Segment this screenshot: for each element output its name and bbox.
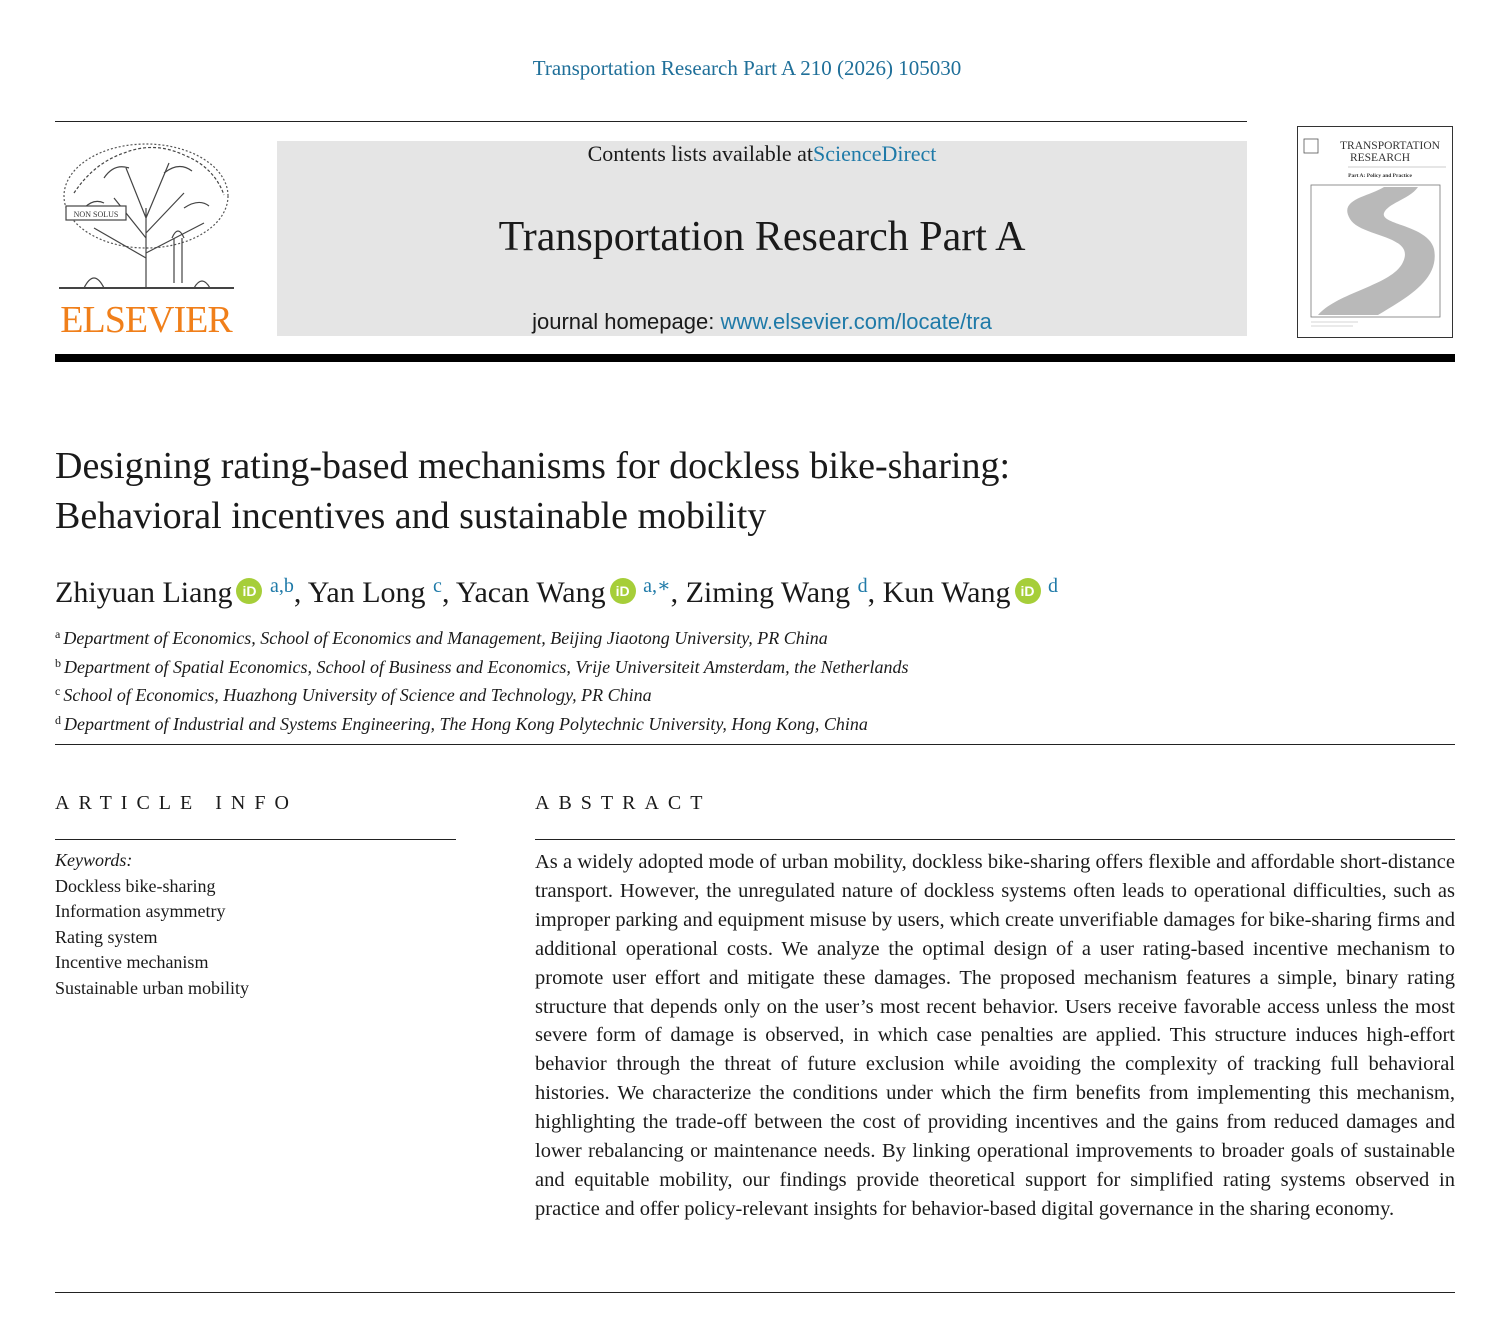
header-thick-rule xyxy=(55,354,1455,362)
journal-name: Transportation Research Part A xyxy=(498,214,1026,260)
cover-title-line1: TRANSPORTATION xyxy=(1340,140,1440,152)
affiliation-text: Department of Industrial and Systems Engineering, The Hong Kong Polytechnic University, Hong Kong, China xyxy=(64,713,868,734)
journal-homepage xyxy=(277,309,1247,335)
author-name[interactable]: Yacan Wang xyxy=(455,576,606,609)
journal-citation[interactable] xyxy=(0,56,1494,81)
abstract-rule xyxy=(535,839,1455,840)
author-affiliation-mark[interactable]: a,∗ xyxy=(643,575,671,597)
affiliation-item xyxy=(55,651,1355,680)
article-info-heading: ARTICLE INFO xyxy=(55,792,298,814)
homepage-prefix: journal homepage: xyxy=(532,309,721,334)
article-title-line1: Designing rating-based mechanisms for dockless bike-sharing: xyxy=(55,445,1011,487)
cover-title-line2: RESEARCH xyxy=(1349,152,1411,164)
keywords-label: Keywords: xyxy=(55,850,133,870)
affiliation-mark: d xyxy=(55,712,61,727)
elsevier-logo xyxy=(54,138,238,342)
affiliation-text: Department of Economics, School of Economics and Management, Beijing Jiaotong University, PR China xyxy=(63,628,828,648)
orcid-icon[interactable]: iD xyxy=(1015,578,1041,604)
affiliation-text: School of Economics, Huazhong University of Science and Technology, PR China xyxy=(63,685,652,705)
keyword-item: Incentive mechanism xyxy=(55,952,209,972)
author-affiliation-mark[interactable]: c xyxy=(433,575,442,597)
orcid-icon[interactable]: iD xyxy=(610,578,636,604)
header-top-rule xyxy=(55,121,1247,122)
author-name[interactable]: Yan Long xyxy=(307,576,426,609)
abstract-text: As a widely adopted mode of urban mobility, dockless bike-sharing offers flexible and affordable short-distance transport. However, the unregulated nature of dockless systems often leads to operational difficulties, such as improper parking and equipment misuse by users, which create unverifiable damages for bike-sharing firms and additional operational costs. We analyze the optimal design of a user rating-based incentive mechanism to promote user effort and mitigate these damages. The proposed mechanism features a simple, binary rating structure that depends only on the user’s most recent behavior. Users receive favorable access unless the most severe form of damage is observed, in which case penalties are applied. This structure induces high-effort behavior through the threat of future exclusion while avoiding the complexity of tracking full behavioral histories. We characterize the conditions under which the firm benefits from implementing this mechanism, highlighting the trade-off between the cost of providing incentives and the gains from reduced damages and lower rebalancing or maintenance needs. By linking operational improvements to broader goals of sustainable and equitable mobility, our findings provide theoretical support for simplified rating systems observed in practice and offer policy-relevant insights for behavior-based digital governance in the sharing economy. xyxy=(535,851,1455,1220)
article-title-line2: Behavioral incentives and sustainable mobility xyxy=(55,495,767,537)
article-info-rule xyxy=(55,839,456,840)
journal-cover-thumbnail[interactable] xyxy=(1297,126,1453,338)
keyword-item: Rating system xyxy=(55,926,158,947)
affiliation-mark: b xyxy=(55,655,61,670)
affiliation-text: Department of Spatial Economics, School of Business and Economics, Vrije Universiteit Amsterdam, the Netherlands xyxy=(64,656,909,677)
svg-text:NON SOLUS: NON SOLUS xyxy=(73,210,119,219)
keywords-section xyxy=(55,848,455,1001)
affiliation-item xyxy=(55,679,1355,708)
citation-link[interactable]: Transportation Research Part A 210 (2026) 105030 xyxy=(532,56,962,80)
cover-road-icon xyxy=(1298,127,1451,336)
cover-subtitle: Part A: Policy and Practice xyxy=(1348,173,1412,179)
keyword-item: Information asymmetry xyxy=(55,901,226,921)
affiliation-item xyxy=(55,622,1355,651)
section-divider xyxy=(55,744,1455,745)
article-title xyxy=(55,441,1355,541)
keyword-item: Dockless bike-sharing xyxy=(55,875,216,896)
author-name[interactable]: Kun Wang xyxy=(882,576,1011,609)
elsevier-tree-icon xyxy=(54,138,238,298)
author-name[interactable]: Ziming Wang xyxy=(685,576,851,609)
keyword-item: Sustainable urban mobility xyxy=(55,977,249,998)
journal-banner xyxy=(277,141,1247,336)
author-affiliation-mark[interactable]: a,b xyxy=(269,575,294,597)
abstract-bottom-rule xyxy=(55,1292,1455,1293)
elsevier-wordmark: ELSEVIER xyxy=(60,299,232,341)
author-affiliation-mark[interactable]: d xyxy=(857,575,868,597)
contents-prefix: Contents lists available at xyxy=(587,141,814,166)
sciencedirect-link[interactable]: ScienceDirect xyxy=(813,141,937,166)
homepage-link[interactable]: www.elsevier.com/locate/tra xyxy=(720,309,992,334)
affiliation-list xyxy=(55,622,1355,736)
author-affiliation-mark[interactable]: d xyxy=(1048,575,1058,597)
author-list: Zhiyuan Liang iD $^{a,b}$, Yan Long $^c$, Yacan Wang iD $^{a,∗}$, Ziming Wang $^d$, Kun Wang iD $^d$ xyxy=(55,575,1058,609)
orcid-icon[interactable]: iD xyxy=(236,578,262,604)
affiliation-mark: c xyxy=(55,684,61,698)
abstract-heading: ABSTRACT xyxy=(535,792,712,814)
affiliation-item xyxy=(55,708,1355,737)
author-name[interactable]: Zhiyuan Liang xyxy=(55,576,233,609)
affiliation-mark: a xyxy=(55,627,61,641)
